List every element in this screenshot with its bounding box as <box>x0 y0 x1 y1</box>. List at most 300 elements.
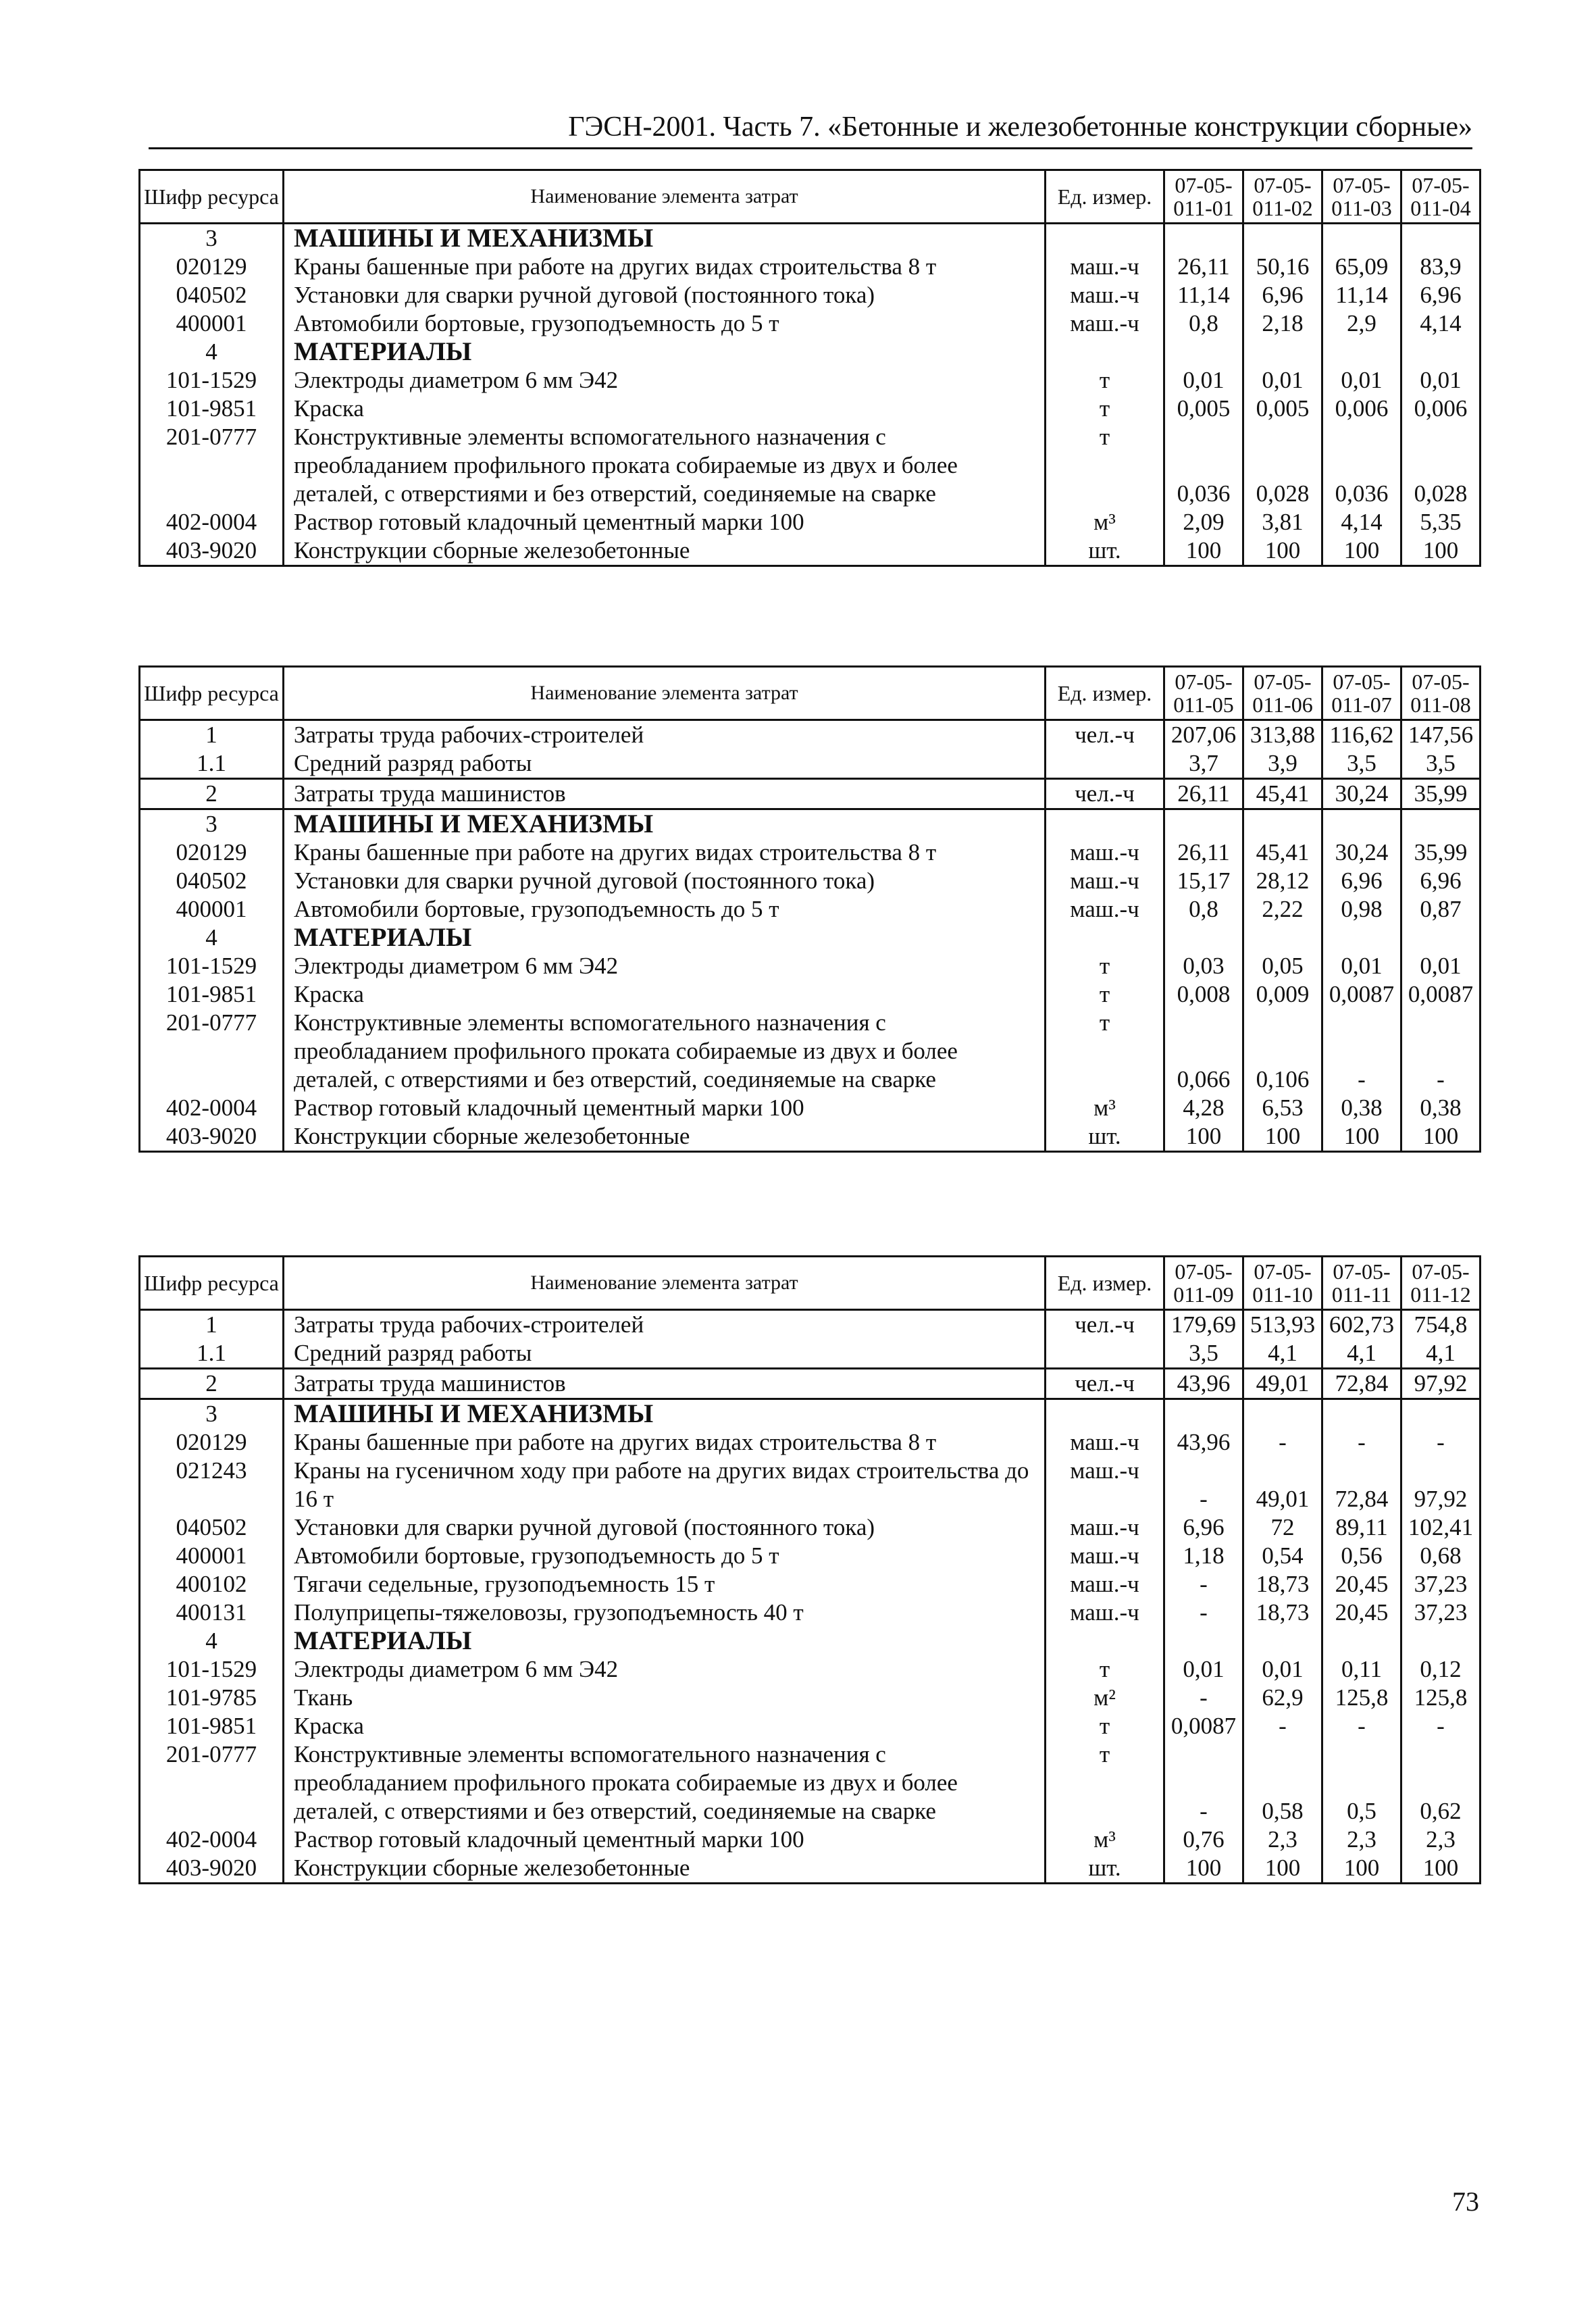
cost-element-name: Краны башенные при работе на других видах строительства 8 т <box>284 253 1046 281</box>
header-norm-code: 07-05-011-08 <box>1401 667 1481 720</box>
norm-value: 6,96 <box>1322 867 1401 895</box>
norm-value: 72,84 <box>1322 1369 1401 1399</box>
cost-element-name: МАТЕРИАЛЫ <box>284 924 1046 952</box>
resource-code: 400131 <box>140 1599 284 1627</box>
norm-value: 0,008 <box>1164 980 1243 1009</box>
header-resource-code: Шифр ресурса <box>140 170 284 224</box>
norm-value: 4,14 <box>1322 508 1401 536</box>
cost-element-name: МАТЕРИАЛЫ <box>284 338 1046 366</box>
header-cost-element: Наименование элемента затрат <box>284 667 1046 720</box>
cost-element-name: Конструкции сборные железобетонные <box>284 1122 1046 1152</box>
resource-code: 101-1529 <box>140 952 284 980</box>
unit-of-measure <box>1046 1399 1164 1429</box>
resource-code: 020129 <box>140 1428 284 1457</box>
norm-value: 6,53 <box>1243 1094 1322 1122</box>
unit-of-measure: чел.-ч <box>1046 720 1164 750</box>
norms-table-1 <box>138 169 1479 567</box>
norm-value: 45,41 <box>1243 779 1322 809</box>
norm-value: 147,56 <box>1401 720 1481 750</box>
table-row <box>140 1310 1481 1340</box>
table-row <box>140 508 1481 536</box>
norm-value: 0,12 <box>1401 1655 1481 1684</box>
resource-code: 402-0004 <box>140 1094 284 1122</box>
cost-element-name: Электроды диаметром 6 мм Э42 <box>284 366 1046 395</box>
header-norm-code: 07-05-011-01 <box>1164 170 1243 224</box>
resource-code: 1 <box>140 720 284 750</box>
resource-code: 040502 <box>140 1513 284 1542</box>
norm-value: 207,06 <box>1164 720 1243 750</box>
norm-value: 4,14 <box>1401 309 1481 338</box>
norm-value: - <box>1322 1428 1401 1457</box>
resource-code: 101-9785 <box>140 1684 284 1712</box>
unit-of-measure: маш.-ч <box>1046 838 1164 867</box>
norm-value: 3,81 <box>1243 508 1322 536</box>
unit-of-measure: м³ <box>1046 1094 1164 1122</box>
norm-value: 100 <box>1401 1122 1481 1152</box>
table-row <box>140 1740 1481 1826</box>
header-norm-code: 07-05-011-05 <box>1164 667 1243 720</box>
norm-value: 20,45 <box>1322 1599 1401 1627</box>
unit-of-measure: т <box>1046 952 1164 980</box>
norms-table-2 <box>138 665 1479 1153</box>
resource-code: 400001 <box>140 895 284 924</box>
norm-value: 50,16 <box>1243 253 1322 281</box>
document-title: ГЭСН-2001. Часть 7. «Бетонные и железобетонные конструкции сборные» <box>568 111 1472 143</box>
norm-value: 100 <box>1243 536 1322 566</box>
table-row <box>140 224 1481 253</box>
norm-value: 102,41 <box>1401 1513 1481 1542</box>
norm-value: 0,68 <box>1401 1542 1481 1570</box>
norm-value: 0,03 <box>1164 952 1243 980</box>
norm-value: 35,99 <box>1401 838 1481 867</box>
unit-of-measure: маш.-ч <box>1046 1457 1164 1513</box>
table-row <box>140 1854 1481 1884</box>
cost-element-name: Краны башенные при работе на других видах строительства 8 т <box>284 1428 1046 1457</box>
norm-value: 100 <box>1164 536 1243 566</box>
table-row <box>140 253 1481 281</box>
unit-of-measure: шт. <box>1046 1854 1164 1884</box>
norm-value: 0,028 <box>1401 423 1481 508</box>
norm-value <box>1322 338 1401 366</box>
header-norm-code: 07-05-011-11 <box>1322 1257 1401 1310</box>
norm-value: 30,24 <box>1322 838 1401 867</box>
resource-code: 020129 <box>140 253 284 281</box>
resource-table <box>138 1255 1481 1884</box>
norm-value: 0,066 <box>1164 1009 1243 1094</box>
unit-of-measure: маш.-ч <box>1046 1428 1164 1457</box>
norm-value: 62,9 <box>1243 1684 1322 1712</box>
norm-value: 0,006 <box>1322 395 1401 423</box>
header-norm-code: 07-05-011-02 <box>1243 170 1322 224</box>
norm-value: 2,3 <box>1322 1826 1401 1854</box>
table-row <box>140 1428 1481 1457</box>
unit-of-measure: чел.-ч <box>1046 1310 1164 1340</box>
norm-value: - <box>1243 1428 1322 1457</box>
resource-code: 3 <box>140 809 284 839</box>
norm-value: 2,09 <box>1164 508 1243 536</box>
resource-table <box>138 169 1481 567</box>
table-row <box>140 838 1481 867</box>
norm-value: 116,62 <box>1322 720 1401 750</box>
resource-code: 101-9851 <box>140 395 284 423</box>
norm-value: 11,14 <box>1322 281 1401 309</box>
unit-of-measure <box>1046 338 1164 366</box>
norm-value: 1,18 <box>1164 1542 1243 1570</box>
table-row <box>140 281 1481 309</box>
unit-of-measure: м³ <box>1046 1826 1164 1854</box>
header-norm-code: 07-05-011-10 <box>1243 1257 1322 1310</box>
resource-code: 402-0004 <box>140 508 284 536</box>
unit-of-measure <box>1046 1339 1164 1369</box>
norm-value: 45,41 <box>1243 838 1322 867</box>
norm-value: 0,01 <box>1401 952 1481 980</box>
norm-value: 602,73 <box>1322 1310 1401 1340</box>
norm-value: 72,84 <box>1322 1457 1401 1513</box>
table-row <box>140 1457 1481 1513</box>
table-row <box>140 366 1481 395</box>
norm-value: 3,5 <box>1164 1339 1243 1369</box>
norm-value: - <box>1164 1599 1243 1627</box>
page-header <box>149 108 1472 149</box>
cost-element-name: Ткань <box>284 1684 1046 1712</box>
norm-value: 0,01 <box>1243 366 1322 395</box>
table-row <box>140 1122 1481 1152</box>
norm-value: 6,96 <box>1164 1513 1243 1542</box>
norm-value: 97,92 <box>1401 1369 1481 1399</box>
norm-value <box>1401 224 1481 253</box>
unit-of-measure: маш.-ч <box>1046 867 1164 895</box>
norm-value: 100 <box>1243 1854 1322 1884</box>
norm-value <box>1401 1399 1481 1429</box>
norm-value: 83,9 <box>1401 253 1481 281</box>
norm-value: 0,38 <box>1322 1094 1401 1122</box>
norm-value <box>1322 809 1401 839</box>
norm-value: 2,3 <box>1243 1826 1322 1854</box>
norm-value: 30,24 <box>1322 779 1401 809</box>
norm-value: 100 <box>1164 1854 1243 1884</box>
norm-value <box>1164 924 1243 952</box>
norm-value: 11,14 <box>1164 281 1243 309</box>
table-row <box>140 1094 1481 1122</box>
norm-value: 26,11 <box>1164 779 1243 809</box>
norm-value <box>1322 1627 1401 1655</box>
unit-of-measure: маш.-ч <box>1046 309 1164 338</box>
norm-value: - <box>1164 1740 1243 1826</box>
norm-value <box>1164 1627 1243 1655</box>
norm-value: 26,11 <box>1164 253 1243 281</box>
norm-value: 4,1 <box>1401 1339 1481 1369</box>
norm-value: 0,01 <box>1164 1655 1243 1684</box>
norm-value: 100 <box>1401 1854 1481 1884</box>
norm-value: - <box>1164 1684 1243 1712</box>
table-row <box>140 1627 1481 1655</box>
norm-value: 4,1 <box>1243 1339 1322 1369</box>
unit-of-measure: т <box>1046 395 1164 423</box>
unit-of-measure: маш.-ч <box>1046 1542 1164 1570</box>
header-norm-code: 07-05-011-03 <box>1322 170 1401 224</box>
unit-of-measure: чел.-ч <box>1046 779 1164 809</box>
norm-value: 15,17 <box>1164 867 1243 895</box>
norm-value <box>1322 924 1401 952</box>
unit-of-measure: т <box>1046 1009 1164 1094</box>
cost-element-name: Конструктивные элементы вспомогательного назначения с преобладанием профильного проката собираемые из двух и более деталей, с отверстиями и без отверстий, соединяемые на сварке <box>284 423 1046 508</box>
norm-value: 37,23 <box>1401 1599 1481 1627</box>
page-number: 73 <box>1452 2186 1479 2217</box>
table-row <box>140 1399 1481 1429</box>
resource-code: 400102 <box>140 1570 284 1599</box>
norm-value <box>1401 338 1481 366</box>
norm-value: 0,01 <box>1401 366 1481 395</box>
table-row <box>140 809 1481 839</box>
norm-value: 2,3 <box>1401 1826 1481 1854</box>
norm-value: 0,0087 <box>1322 980 1401 1009</box>
unit-of-measure: т <box>1046 980 1164 1009</box>
norm-value: 100 <box>1401 536 1481 566</box>
cost-element-name: Автомобили бортовые, грузоподъемность до 5 т <box>284 1542 1046 1570</box>
resource-code: 400001 <box>140 309 284 338</box>
norm-value: 513,93 <box>1243 1310 1322 1340</box>
header-resource-code: Шифр ресурса <box>140 667 284 720</box>
cost-element-name: Раствор готовый кладочный цементный марки 100 <box>284 508 1046 536</box>
norm-value: - <box>1322 1712 1401 1740</box>
norm-value: 35,99 <box>1401 779 1481 809</box>
norm-value: 125,8 <box>1401 1684 1481 1712</box>
norm-value <box>1164 224 1243 253</box>
unit-of-measure: маш.-ч <box>1046 253 1164 281</box>
unit-of-measure: чел.-ч <box>1046 1369 1164 1399</box>
norm-value <box>1243 1399 1322 1429</box>
norm-value: 0,76 <box>1164 1826 1243 1854</box>
norm-value: 0,036 <box>1164 423 1243 508</box>
norm-value: 0,006 <box>1401 395 1481 423</box>
cost-element-name: Краска <box>284 395 1046 423</box>
cost-element-name: Раствор готовый кладочный цементный марки 100 <box>284 1094 1046 1122</box>
table-header-row <box>140 667 1481 720</box>
norm-value <box>1401 1627 1481 1655</box>
norm-value: 0,01 <box>1322 952 1401 980</box>
table-header-row <box>140 1257 1481 1310</box>
header-cost-element: Наименование элемента затрат <box>284 1257 1046 1310</box>
norm-value: 65,09 <box>1322 253 1401 281</box>
norm-value: 2,22 <box>1243 895 1322 924</box>
cost-element-name: Краны на гусеничном ходу при работе на других видах строительства до 16 т <box>284 1457 1046 1513</box>
norm-value <box>1322 224 1401 253</box>
resource-code: 4 <box>140 338 284 366</box>
norm-value: 0,005 <box>1243 395 1322 423</box>
cost-element-name: Электроды диаметром 6 мм Э42 <box>284 952 1046 980</box>
norm-value: 26,11 <box>1164 838 1243 867</box>
norm-value: 0,0087 <box>1401 980 1481 1009</box>
header-norm-code: 07-05-011-12 <box>1401 1257 1481 1310</box>
cost-element-name: Конструктивные элементы вспомогательного назначения с преобладанием профильного проката собираемые из двух и более деталей, с отверстиями и без отверстий, соединяемые на сварке <box>284 1740 1046 1826</box>
unit-of-measure: маш.-ч <box>1046 1513 1164 1542</box>
norm-value: 125,8 <box>1322 1684 1401 1712</box>
resource-code: 2 <box>140 779 284 809</box>
norm-value: 0,38 <box>1401 1094 1481 1122</box>
cost-element-name: Автомобили бортовые, грузоподъемность до 5 т <box>284 309 1046 338</box>
unit-of-measure: маш.-ч <box>1046 1570 1164 1599</box>
cost-element-name: Электроды диаметром 6 мм Э42 <box>284 1655 1046 1684</box>
norm-value <box>1243 809 1322 839</box>
unit-of-measure <box>1046 809 1164 839</box>
cost-element-name: МАТЕРИАЛЫ <box>284 1627 1046 1655</box>
norm-value <box>1243 224 1322 253</box>
norm-value: 5,35 <box>1401 508 1481 536</box>
header-unit: Ед. измер. <box>1046 170 1164 224</box>
resource-code: 101-1529 <box>140 366 284 395</box>
resource-code: 4 <box>140 1627 284 1655</box>
unit-of-measure: шт. <box>1046 536 1164 566</box>
cost-element-name: Установки для сварки ручной дуговой (постоянного тока) <box>284 867 1046 895</box>
cost-element-name: Затраты труда машинистов <box>284 1369 1046 1399</box>
cost-element-name: МАШИНЫ И МЕХАНИЗМЫ <box>284 809 1046 839</box>
norm-value: 28,12 <box>1243 867 1322 895</box>
table-row <box>140 536 1481 566</box>
cost-element-name: Конструкции сборные железобетонные <box>284 1854 1046 1884</box>
table-row <box>140 1009 1481 1094</box>
norm-value: 0,01 <box>1322 366 1401 395</box>
resource-code: 3 <box>140 224 284 253</box>
norm-value: - <box>1401 1428 1481 1457</box>
norm-value: 6,96 <box>1401 867 1481 895</box>
resource-code: 040502 <box>140 867 284 895</box>
norm-value: - <box>1164 1457 1243 1513</box>
norm-value: 754,8 <box>1401 1310 1481 1340</box>
unit-of-measure: маш.-ч <box>1046 895 1164 924</box>
norm-value: 4,28 <box>1164 1094 1243 1122</box>
norm-value: 100 <box>1322 1854 1401 1884</box>
resource-code: 040502 <box>140 281 284 309</box>
norm-value <box>1243 1627 1322 1655</box>
table-row <box>140 779 1481 809</box>
cost-element-name: Конструкции сборные железобетонные <box>284 536 1046 566</box>
resource-code: 201-0777 <box>140 423 284 508</box>
norm-value <box>1164 1399 1243 1429</box>
table-row <box>140 867 1481 895</box>
norm-value: 0,54 <box>1243 1542 1322 1570</box>
resource-code: 403-9020 <box>140 1122 284 1152</box>
table-row <box>140 1655 1481 1684</box>
norm-value: 20,45 <box>1322 1570 1401 1599</box>
cost-element-name: Конструктивные элементы вспомогательного назначения с преобладанием профильного проката собираемые из двух и более деталей, с отверстиями и без отверстий, соединяемые на сварке <box>284 1009 1046 1094</box>
norm-value: 3,7 <box>1164 749 1243 779</box>
norm-value: 3,5 <box>1401 749 1481 779</box>
unit-of-measure: шт. <box>1046 1122 1164 1152</box>
unit-of-measure: маш.-ч <box>1046 1599 1164 1627</box>
norm-value: 0,11 <box>1322 1655 1401 1684</box>
resource-code: 101-1529 <box>140 1655 284 1684</box>
cost-element-name: Затраты труда машинистов <box>284 779 1046 809</box>
table-row <box>140 1712 1481 1740</box>
norm-value: 0,036 <box>1322 423 1401 508</box>
norm-value: 0,05 <box>1243 952 1322 980</box>
norm-value <box>1164 809 1243 839</box>
table-row <box>140 1369 1481 1399</box>
header-cost-element: Наименование элемента затрат <box>284 170 1046 224</box>
table-row <box>140 749 1481 779</box>
norm-value: - <box>1322 1009 1401 1094</box>
norm-value: 72 <box>1243 1513 1322 1542</box>
header-unit: Ед. измер. <box>1046 1257 1164 1310</box>
unit-of-measure <box>1046 1627 1164 1655</box>
table-row <box>140 720 1481 750</box>
cost-element-name: Полуприцепы-тяжеловозы, грузоподъемность 40 т <box>284 1599 1046 1627</box>
norm-value: 0,028 <box>1243 423 1322 508</box>
header-unit: Ед. измер. <box>1046 667 1164 720</box>
norm-value: 0,01 <box>1164 366 1243 395</box>
norm-value: 4,1 <box>1322 1339 1401 1369</box>
resource-code: 403-9020 <box>140 536 284 566</box>
norm-value: 0,8 <box>1164 309 1243 338</box>
table-row <box>140 895 1481 924</box>
header-norm-code: 07-05-011-09 <box>1164 1257 1243 1310</box>
norm-value: - <box>1401 1009 1481 1094</box>
resource-code: 402-0004 <box>140 1826 284 1854</box>
header-norm-code: 07-05-011-04 <box>1401 170 1481 224</box>
norm-value: 0,87 <box>1401 895 1481 924</box>
cost-element-name: Краска <box>284 1712 1046 1740</box>
unit-of-measure: т <box>1046 1712 1164 1740</box>
cost-element-name: Установки для сварки ручной дуговой (постоянного тока) <box>284 1513 1046 1542</box>
table-row <box>140 1542 1481 1570</box>
cost-element-name: Затраты труда рабочих-строителей <box>284 720 1046 750</box>
norm-value: 49,01 <box>1243 1369 1322 1399</box>
norm-value: 3,5 <box>1322 749 1401 779</box>
resource-code: 2 <box>140 1369 284 1399</box>
norm-value: 313,88 <box>1243 720 1322 750</box>
unit-of-measure: маш.-ч <box>1046 281 1164 309</box>
header-norm-code: 07-05-011-07 <box>1322 667 1401 720</box>
norm-value: 100 <box>1164 1122 1243 1152</box>
norm-value <box>1243 338 1322 366</box>
table-row <box>140 1826 1481 1854</box>
norm-value <box>1322 1399 1401 1429</box>
header-norm-code: 07-05-011-06 <box>1243 667 1322 720</box>
cost-element-name: Средний разряд работы <box>284 749 1046 779</box>
cost-element-name: Краска <box>284 980 1046 1009</box>
norms-table-3 <box>138 1255 1479 1884</box>
norm-value: 2,9 <box>1322 309 1401 338</box>
norm-value <box>1401 924 1481 952</box>
cost-element-name: Автомобили бортовые, грузоподъемность до 5 т <box>284 895 1046 924</box>
norm-value: 43,96 <box>1164 1369 1243 1399</box>
norm-value: 2,18 <box>1243 309 1322 338</box>
resource-code: 201-0777 <box>140 1740 284 1826</box>
cost-element-name: Раствор готовый кладочный цементный марки 100 <box>284 1826 1046 1854</box>
unit-of-measure <box>1046 924 1164 952</box>
norm-value <box>1243 924 1322 952</box>
norm-value: 6,96 <box>1243 281 1322 309</box>
table-row <box>140 1513 1481 1542</box>
table-row <box>140 309 1481 338</box>
unit-of-measure <box>1046 749 1164 779</box>
norm-value: 0,005 <box>1164 395 1243 423</box>
unit-of-measure <box>1046 224 1164 253</box>
resource-code: 101-9851 <box>140 980 284 1009</box>
norm-value: 0,62 <box>1401 1740 1481 1826</box>
norm-value: - <box>1164 1570 1243 1599</box>
resource-code: 101-9851 <box>140 1712 284 1740</box>
norm-value: 0,009 <box>1243 980 1322 1009</box>
norm-value: - <box>1401 1712 1481 1740</box>
unit-of-measure: т <box>1046 423 1164 508</box>
cost-element-name: Затраты труда рабочих-строителей <box>284 1310 1046 1340</box>
cost-element-name: Средний разряд работы <box>284 1339 1046 1369</box>
table-row <box>140 423 1481 508</box>
norm-value: 0,8 <box>1164 895 1243 924</box>
table-row <box>140 952 1481 980</box>
unit-of-measure: т <box>1046 366 1164 395</box>
